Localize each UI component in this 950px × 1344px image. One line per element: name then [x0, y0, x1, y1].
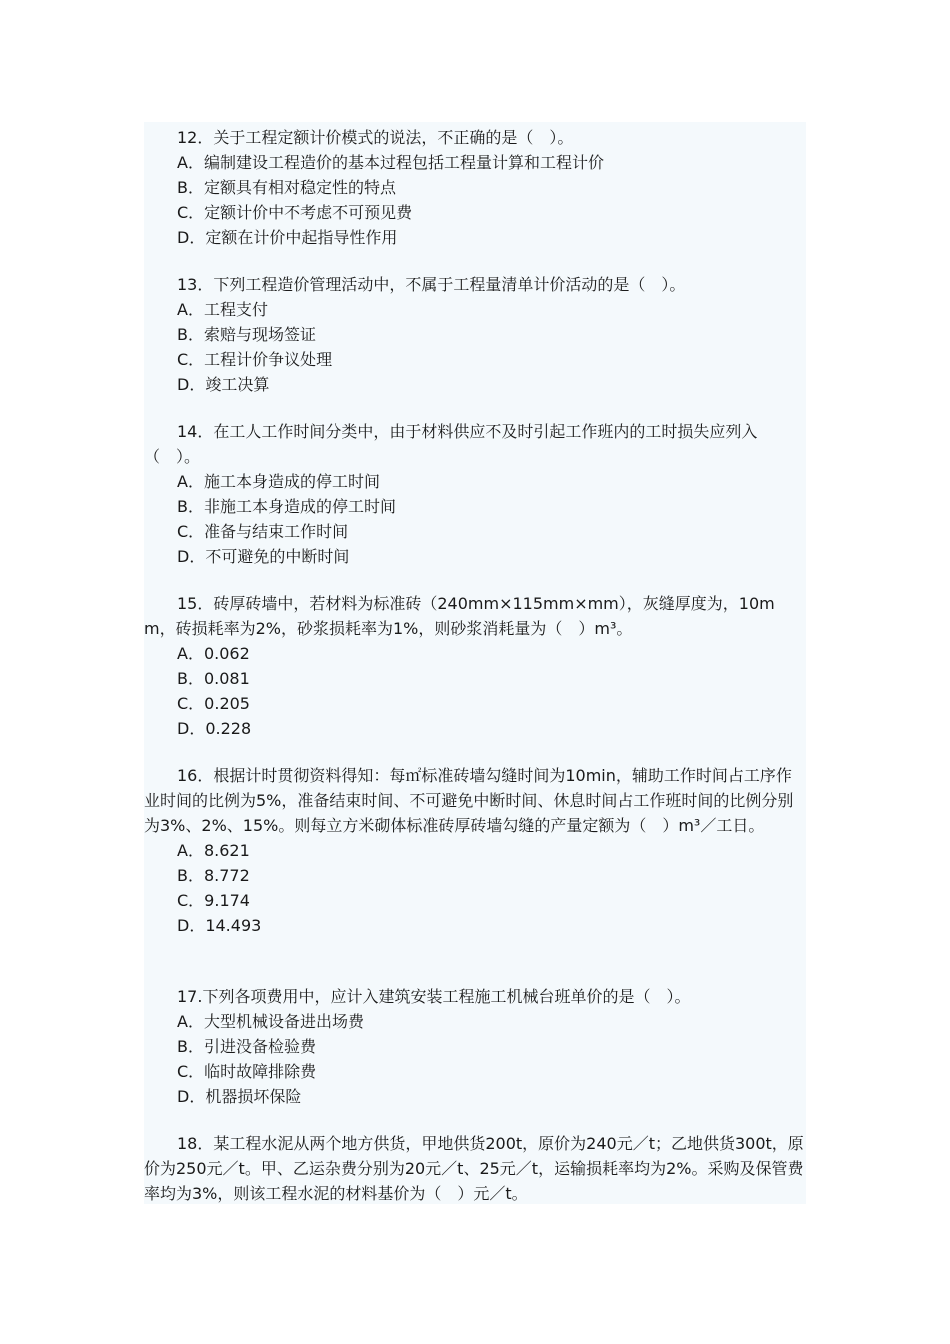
option-c: C．工程计价争议处理: [177, 350, 333, 369]
question-14: [144, 419, 806, 569]
question-stem: 17.下列各项费用中，应计入建筑安装工程施工机械台班单价的是（ ）。: [177, 987, 691, 1006]
question-stem: 15．砖厚砖墙中，若材料为标准砖（240mm×115mm×mm），灰缝厚度为，10mm，砖损耗率为2%，砂浆损耗率为1%，则砂浆消耗量为（ ）m³。: [144, 594, 775, 638]
option-d: D．0.228: [177, 719, 252, 738]
question-15: [144, 591, 806, 741]
option-a: A．施工本身造成的停工时间: [177, 472, 380, 491]
question-16: [144, 763, 806, 938]
option-list: [144, 150, 806, 250]
option-list: [144, 1009, 806, 1109]
option-a: A．0.062: [177, 644, 250, 663]
option-c: C．定额计价中不考虑不可预见费: [177, 203, 413, 222]
option-a: A．编制建设工程造价的基本过程包括工程量计算和工程计价: [177, 153, 604, 172]
option-list: [144, 297, 806, 397]
option-a: A．工程支付: [177, 300, 268, 319]
question-stem: 18．某工程水泥从两个地方供货，甲地供货200t，原价为240元／t；乙地供货300t，原价为250元／t。甲、乙运杂费分别为20元／t、25元／t，运输损耗率均为2%。采购及保管费率均为3%，则该工程水泥的材料基价为（ ）元／t。: [144, 1134, 804, 1203]
question-18: [144, 1131, 806, 1206]
option-d: D．14.493: [177, 916, 262, 935]
question-stem: 16．根据计时贯彻资料得知：每㎡标准砖墙勾缝时间为10min，辅助工作时间占工序作业时间的比例为5%，准备结束时间、不可避免中断时间、休息时间占工作班时间的比例分别为3%、2%、15%。则每立方米砌体标准砖厚砖墙勾缝的产量定额为（ ）m³／工日。: [144, 766, 794, 835]
option-b: B．非施工本身造成的停工时间: [177, 497, 396, 516]
question-17: [144, 984, 806, 1109]
option-c: C．临时故障排除费: [177, 1062, 317, 1081]
option-a: A．8.621: [177, 841, 250, 860]
option-b: B．引进没备检验费: [177, 1037, 316, 1056]
option-d: D．不可避免的中断时间: [177, 547, 350, 566]
question-stem: 12．关于工程定额计价模式的说法，不正确的是（ ）。: [177, 128, 574, 147]
option-b: B．定额具有相对稳定性的特点: [177, 178, 396, 197]
option-c: C．0.205: [177, 694, 250, 713]
option-b: B．8.772: [177, 866, 250, 885]
question-stem: 14．在工人工作时间分类中，由于材料供应不及时引起工作班内的工时损失应列入（ ）。: [144, 422, 758, 466]
option-list: [144, 469, 806, 569]
question-page: [144, 122, 806, 1204]
option-b: B．索赔与现场签证: [177, 325, 316, 344]
option-list: [144, 641, 806, 741]
option-d: D．竣工决算: [177, 375, 270, 394]
option-c: C．准备与结束工作时间: [177, 522, 349, 541]
question-13: [144, 272, 806, 397]
question-12: [144, 125, 806, 250]
option-a: A．大型机械设备进出场费: [177, 1012, 364, 1031]
option-d: D．定额在计价中起指导性作用: [177, 228, 398, 247]
option-c: C．9.174: [177, 891, 250, 910]
option-list: [144, 838, 806, 938]
question-stem: 13．下列工程造价管理活动中，不属于工程量清单计价活动的是（ ）。: [177, 275, 686, 294]
option-d: D．机器损坏保险: [177, 1087, 302, 1106]
option-b: B．0.081: [177, 669, 250, 688]
